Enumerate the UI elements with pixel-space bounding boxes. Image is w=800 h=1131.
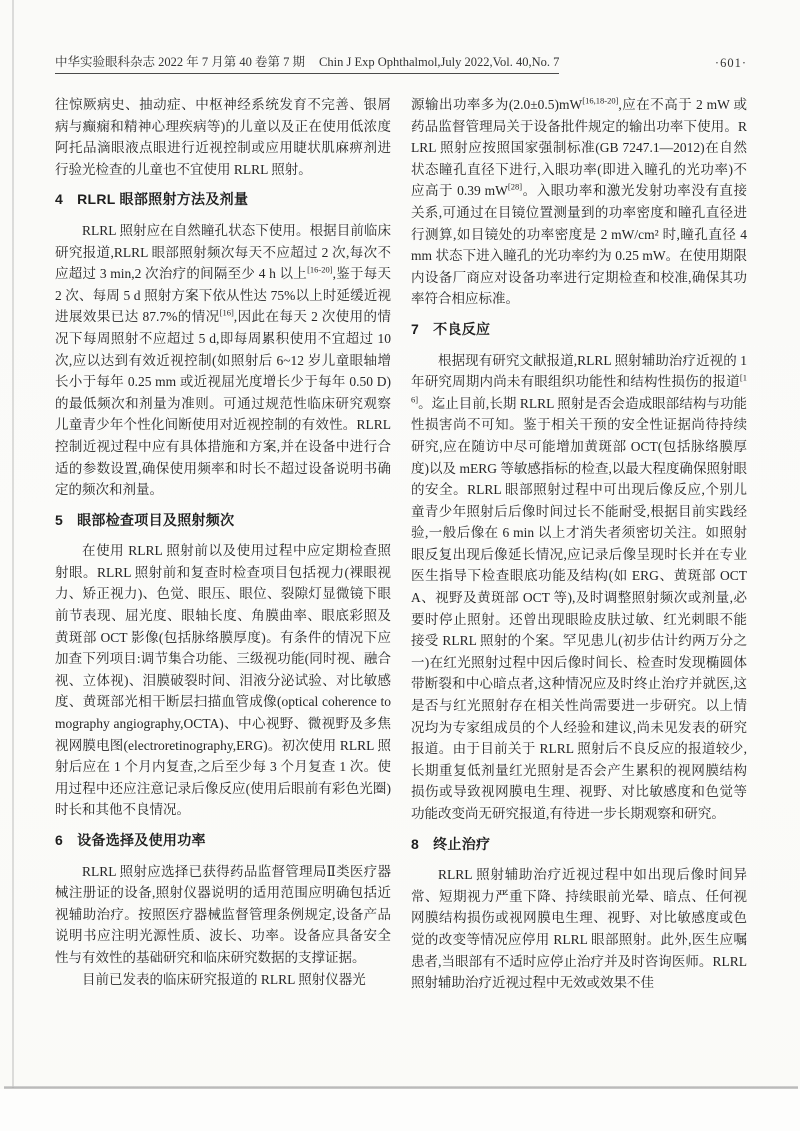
- section-title: 设备选择及使用功率: [77, 832, 206, 848]
- reference-superscript: [16]: [411, 372, 747, 405]
- text-run: 根据现有研究文献报道,RLRL 照射辅助治疗近视的 1 年研究周期内尚未有眼组织功能性和结构性损伤的报道: [411, 352, 747, 390]
- left-column: [55, 94, 391, 994]
- text-run: RLRL 照射应选择已获得药品监督管理局Ⅱ类医疗器械注册证的设备,照射仪器说明的适用范围应明确包括近视辅助治疗。按照医疗器械监督管理条例规定,设备产品说明书应注明光源性质、波长、功率。设备应具备安全性与有效性的基础研究和临床研究数据的支撑证据。: [55, 863, 391, 965]
- reference-superscript: [16,18-20]: [582, 95, 619, 106]
- section-title: RLRL 眼部照射方法及剂量: [77, 191, 249, 208]
- section-heading: [55, 830, 391, 852]
- text-run: 往惊厥病史、抽动症、中枢神经系统发育不完善、银屑病与癫痫和精神心理疾病等)的儿童以及正在使用低浓度阿托品滴眼液点眼进行近视控制或应用睫状肌麻痹剂进行验光检查的儿童也不宜使用 RLRL 照射。: [55, 97, 391, 177]
- paragraph: [411, 94, 747, 310]
- text-run: ,鉴于每天 2 次、每周 5 d 照射方案下依从性达 75%以上时延缓近视进展效果已达 87.7%的情况: [55, 266, 391, 325]
- text-run: 。入眼功率和激光发射功率没有直接关系,可通过在目镜位置测量到的功率密度和瞳孔直径进行测算,如目镜处的功率密度是 2 mW/cm² 时,瞳孔直径 4 mm 状态下进入瞳孔的光功率约为 0.25 mW。在使用期限内设备厂商应对设备功率进行定期检查和校准,确保其功率符合相应标准。: [411, 183, 747, 307]
- reference-superscript: [16-20]: [307, 264, 333, 275]
- text-run: 源输出功率多为(2.0±0.5)mW: [411, 97, 583, 112]
- scan-left-edge: [12, 0, 14, 1088]
- running-header: [55, 52, 747, 74]
- right-column: [411, 94, 747, 994]
- text-run: 。迄止目前,长期 RLRL 照射是否会造成眼部结构与功能性损害尚不可知。鉴于相关干预的安全性证据尚待持续研究,应在随访中尽可能增加黄斑部 OCT(包括脉络膜厚度)以及 mERG 等敏感指标的检查,以最大程度确保照射眼的安全。RLRL 眼部照射过程中可出现后像反应,个别儿童青少年照射后后像时间过长不能耐受,根据目前实践经验,一般后像在 6 min 以上才消失者须密切关注。如照射眼反复出现后像延长情况,应记录后像呈现时长并在专业医生指导下检查眼底功能及结构(如 ERG、黄斑部 OCTA、视野及黄斑部 OCT 等),及时调整照射频次或剂量,必要时停止照射。还曾出现眼睑皮肤过敏、红光刺眼不能接受 RLRL 照射的个案。罕见患儿(初步估计约两万分之一)在红光照射过程中因后像时间长、检查时发现椭圆体带断裂和中心暗点者,这种情况应及时终止治疗并就医,这是否与红光照射存在相关性尚需要进一步研究。以上情况均为专家组成员的个人经验和建议,尚未见发表的研究报道。由于目前关于 RLRL 照射后不良反应的报道较少,长期重复低剂量红光照射是否会产生累积的视网膜结构损伤或导致视网膜电生理、视野、对比敏感度和色觉等功能改变尚无研究报道,有待进一步长期观察和研究。: [411, 395, 747, 821]
- reference-superscript: [28]: [507, 181, 523, 192]
- section-title: 终止治疗: [433, 835, 491, 852]
- section-heading: [55, 189, 391, 211]
- section-number: 5: [55, 511, 64, 528]
- paragraph: [55, 94, 391, 180]
- text-run: RLRL 照射辅助治疗近视过程中如出现后像时间异常、短期视力严重下降、持续眼前光晕、暗点、任何视网膜结构损伤或视网膜电生理、视野、对比敏感度或色觉的改变等情况应停用 RLRL 眼部照射。此外,医生应嘱患者,当眼部有不适时应停止治疗并及时咨询医师。RLRL 照射辅助治疗近视过程中无效或效果不佳: [411, 867, 747, 991]
- section-title: 不良反应: [433, 320, 491, 337]
- journal-title-cn: 中华实验眼科杂志 2022 年 7 月第 40 卷第 7 期: [55, 55, 306, 69]
- section-number: 7: [411, 320, 420, 337]
- paragraph: [411, 864, 747, 994]
- scan-margin-below: [0, 1089, 800, 1131]
- text-run: RLRL 照射应在自然瞳孔状态下使用。根据目前临床研究报道,RLRL 眼部照射频次每天不应超过 2 次,每次不应超过 3 min,2 次治疗的间隔至少 4 h 以上: [55, 222, 391, 282]
- journal-page: [55, 52, 747, 994]
- text-run: 目前已发表的临床研究报道的 RLRL 照射仪器光: [82, 971, 366, 987]
- section-number: 6: [55, 832, 64, 848]
- section-title: 眼部检查项目及照射频次: [77, 511, 235, 528]
- paragraph: [411, 350, 747, 825]
- paragraph: [55, 969, 391, 991]
- two-column-body: [55, 94, 747, 994]
- journal-title-line: [55, 52, 559, 74]
- section-heading: [55, 510, 391, 532]
- section-heading: [411, 834, 747, 856]
- section-number: 8: [411, 835, 420, 852]
- paragraph: [55, 540, 391, 821]
- section-number: 4: [55, 191, 64, 208]
- reference-superscript: [16]: [219, 307, 234, 318]
- paragraph: [55, 861, 391, 969]
- page-number: ·601·: [714, 56, 747, 70]
- text-run: 在使用 RLRL 照射前以及使用过程中应定期检查照射眼。RLRL 照射前和复查时检查项目包括视力(裸眼视力、矫正视力)、色觉、眼压、眼位、裂隙灯显微镜下眼前节表现、屈光度、眼轴长度、角膜曲率、眼底彩照及黄斑部 OCT 影像(包括脉络膜厚度)。有条件的情况下应加查下列项目:调节集合功能、三级视功能(同时视、融合视、立体视)、泪膜破裂时间、泪液分泌试验、对比敏感度、黄斑部光相干断层扫描血管成像(optical coherence tomography angiography,OCTA)、中心视野、微视野及多焦视网膜电图(electroretinography,ERG)。初次使用 RLRL 照射后应在 1 个月内复查,之后至少每 3 个月复查 1 次。使用过程中还应注意记录后像反应(使用后眼前有彩色光圈)时长和其他不良情况。: [55, 543, 391, 818]
- paragraph: [55, 220, 391, 501]
- text-run: ,因此在每天 2 次使用的情况下每周照射不应超过 5 d,即每周累积使用不宜超过 10 次,应以达到有效近视控制(如照射后 6~12 岁儿童眼轴增长小于每年 0.25 mm 或近视屈光度增长少于每年 0.50 D)的最低频次和剂量为准则。可通过规范性临床研究观察儿童青少年个性化间断使用对近视控制的有效性。RLRL 控制近视过程中应有具体措施和方案,并在设备中进行合适的参数设置,确保使用频率和时长不超过设备说明书确定的频次和剂量。: [55, 309, 391, 498]
- journal-title-en: Chin J Exp Ophthalmol,July 2022,Vol. 40,No. 7: [319, 55, 560, 69]
- text-run: ,应在不高于 2 mW 或药品监督管理局关于设备批件规定的输出功率下使用。RLRL 照射应按照国家强制标准(GB 7247.1—2012)在自然状态瞳孔直径下进行,入眼功率(即进入瞳孔的光功率)不应高于 0.39 mW: [411, 97, 747, 199]
- section-heading: [411, 319, 747, 341]
